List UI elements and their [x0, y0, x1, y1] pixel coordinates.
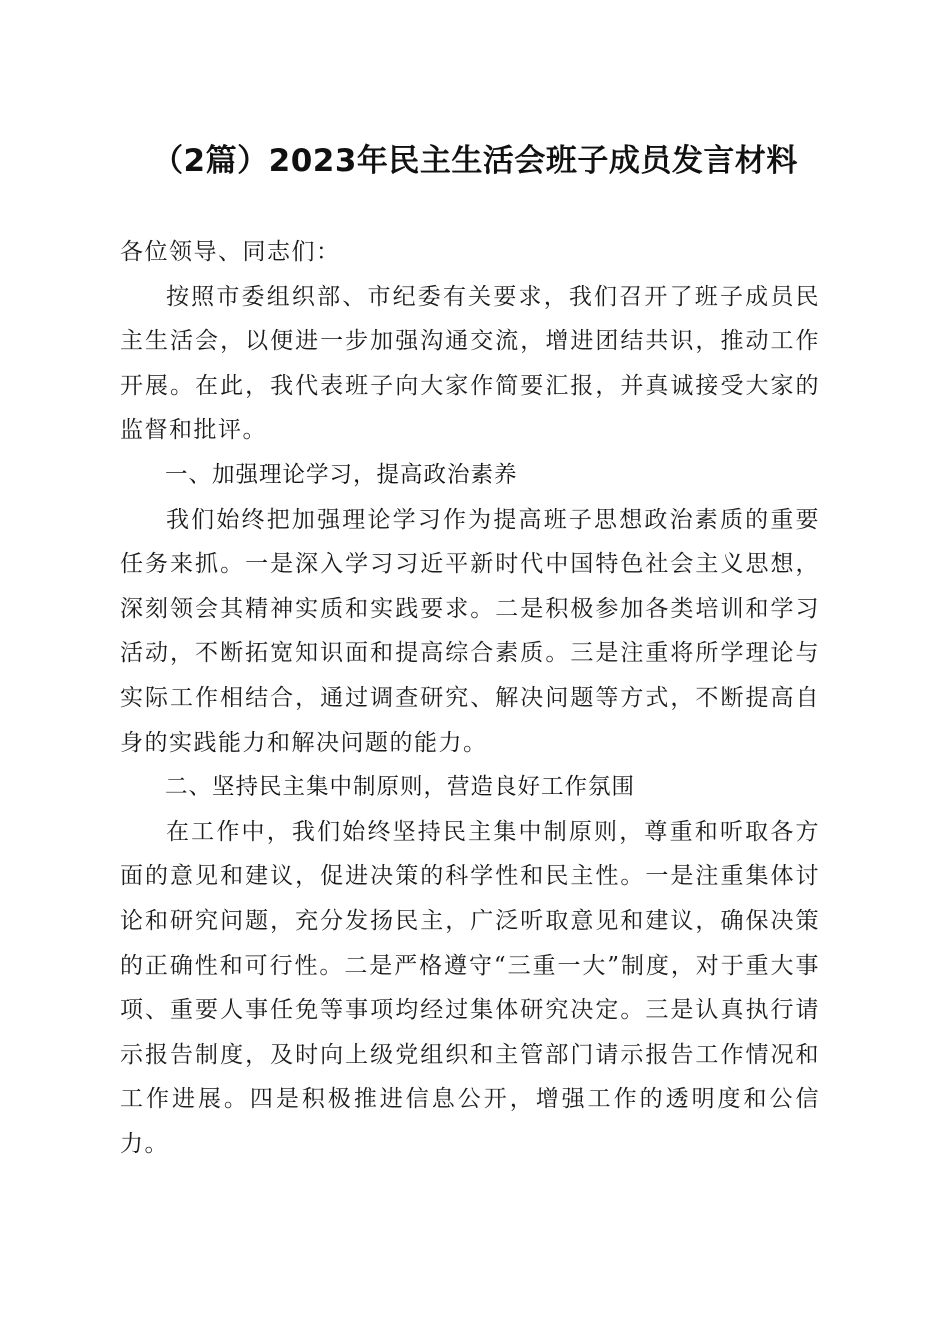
section-heading-1: 一、加强理论学习，提高政治素养: [165, 461, 518, 488]
document-title: （2篇）2023年民主生活会班子成员发言材料: [152, 143, 798, 179]
intro-paragraph: 按照市委组织部、市纪委有关要求，我们召开了班子成员民主生活会，以便进一步加强沟通交流，增进团结共识，推动工作开展。在此，我代表班子向大家作简要汇报，并真诚接受大家的监督和批评。: [120, 283, 820, 444]
greeting: 各位领导、同志们：: [120, 239, 341, 265]
section-body-1: 我们始终把加强理论学习作为提高班子思想政治素质的重要任务来抓。一是深入学习习近平新时代中国特色社会主义思想，深刻领会其精神实质和实践要求。二是积极参加各类培训和学习活动，不断拓宽知识面和提高综合素质。三是注重将所学理论与实际工作相结合，通过调查研究、解决问题等方式，不断提高自身的实践能力和解决问题的能力。: [120, 506, 820, 756]
section-heading-2: 二、坚持民主集中制原则，营造良好工作氛围: [165, 774, 636, 801]
document-body: [120, 230, 820, 1166]
section-body-2: 在工作中，我们始终坚持民主集中制原则，尊重和听取各方面的意见和建议，促进决策的科学性和民主性。一是注重集体讨论和研究问题，充分发扬民主，广泛听取意见和建议，确保决策的正确性和可行性。二是严格遵守“三重一大”制度，对于重大事项、重要人事任免等事项均经过集体研究决定。三是认真执行请示报告制度，及时向上级党组织和主管部门请示报告工作情况和工作进展。四是积极推进信息公开，增强工作的透明度和公信力。: [120, 818, 820, 1157]
